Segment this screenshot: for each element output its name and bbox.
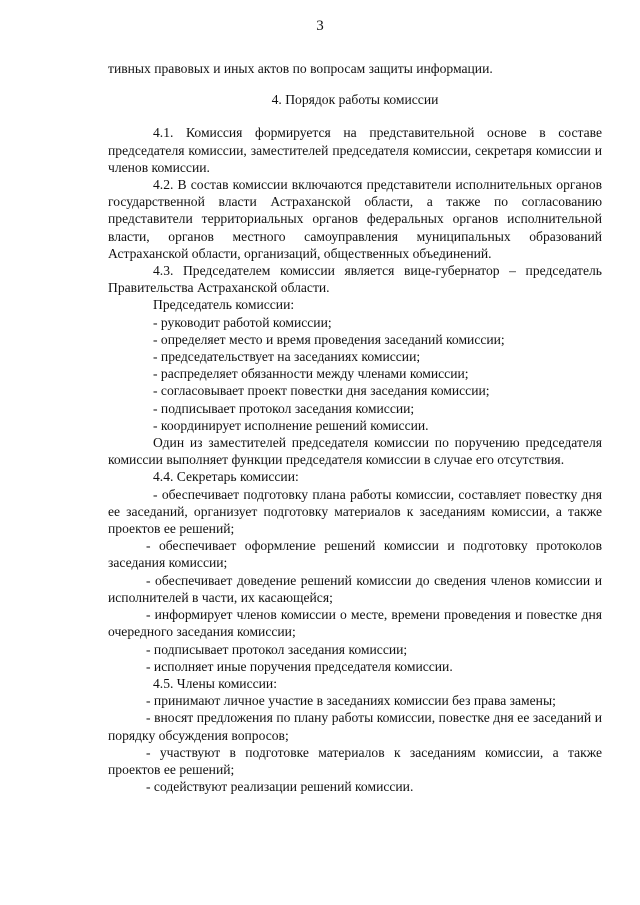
list-item: - принимают личное участие в заседаниях комиссии без права замены; <box>146 693 556 709</box>
list-item: - согласовывает проект повестки дня заседания комиссии; <box>153 383 490 399</box>
section-heading: 4. Порядок работы комиссии <box>271 92 439 108</box>
list-item: - распределяет обязанности между членами комиссии; <box>153 366 469 382</box>
chairman-heading: Председатель комиссии: <box>153 297 295 313</box>
list-item: - содействуют реализации решений комиссии. <box>146 779 414 795</box>
clause-4-3: 4.3. Председателем комиссии является вице-губернатор – председатель Правительства Астраханской области. <box>108 263 602 296</box>
list-item: - вносят предложения по плану работы комиссии, повестке дня ее заседаний и порядку обсуждения вопросов; <box>108 710 602 743</box>
clause-4-1: 4.1. Комиссия формируется на представительной основе в составе председателя комиссии, заместителей председателя комиссии, секретаря комиссии и членов комиссии. <box>108 125 602 175</box>
paragraph-continuation: тивных правовых и иных актов по вопросам защиты информации. <box>108 61 493 76</box>
page-number: 3 <box>316 18 324 34</box>
list-item: - подписывает протокол заседания комиссии; <box>146 641 408 657</box>
list-item: - исполняет иные поручения председателя комиссии. <box>146 658 453 674</box>
clause-4-5: 4.5. Члены комиссии: <box>153 675 277 691</box>
deputy-paragraph: Один из заместителей председателя комиссии по поручению председателя комиссии выполняет функции председателя комиссии в случае его отсутствия. <box>108 435 602 468</box>
list-item: - обеспечивает доведение решений комиссии до сведения членов комиссии и исполнителей в части, их касающейся; <box>108 572 602 605</box>
list-item: - информирует членов комиссии о месте, времени проведения и повестке дня очередного заседания комиссии; <box>108 607 602 640</box>
list-item: - председательствует на заседаниях комиссии; <box>153 349 421 365</box>
list-item: - участвуют в подготовке материалов к заседаниям комиссии, а также проектов ее решений; <box>108 744 602 777</box>
list-item: - подписывает протокол заседания комиссии; <box>153 400 415 416</box>
document-body <box>108 60 602 795</box>
list-item: - обеспечивает оформление решений комиссии и подготовку протоколов заседания комиссии; <box>108 538 602 571</box>
clause-4-2: 4.2. В состав комиссии включаются представители исполнительных органов государственной власти Астраханской области, а также по согласованию представители территориальных органов федеральных органов исполнительной власти, органов местного самоуправления муниципальных образований Астраханской области, организаций, общественных объединений. <box>108 177 602 261</box>
clause-4-4: 4.4. Секретарь комиссии: <box>153 469 299 485</box>
list-item: - обеспечивает подготовку плана работы комиссии, составляет повестку дня ее заседаний, организует подготовку материалов к заседаниям комиссии, а также проектов ее решений; <box>108 486 602 537</box>
list-item: - координирует исполнение решений комиссии. <box>153 417 429 433</box>
list-item: - руководит работой комиссии; <box>153 314 332 330</box>
list-item: - определяет место и время проведения заседаний комиссии; <box>153 331 505 347</box>
